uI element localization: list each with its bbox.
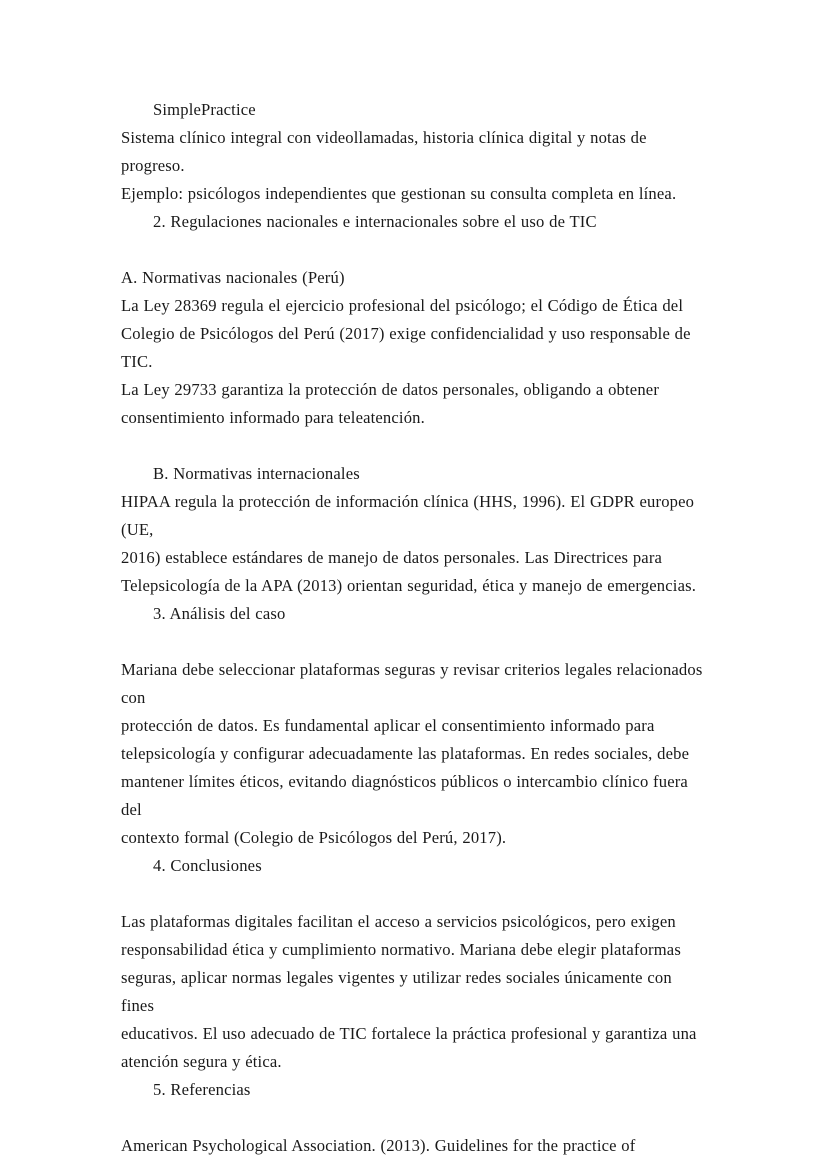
text-line: La Ley 29733 garantiza la protección de datos personales, obligando a obtener — [121, 380, 660, 399]
text-line: protección de datos. Es fundamental aplicar el consentimiento informado para — [121, 716, 655, 735]
text-line: 4. Conclusiones — [153, 856, 262, 875]
paragraph-spacer — [121, 880, 709, 908]
text-block-section-conclusiones — [121, 908, 709, 1104]
paragraph-spacer — [121, 628, 709, 656]
text-line: SimplePractice — [153, 100, 256, 119]
text-line: contexto formal (Colegio de Psicólogos del Perú, 2017). — [121, 828, 507, 847]
document-text-body — [121, 96, 709, 1160]
text-line: Sistema clínico integral con videollamadas, historia clínica digital y notas de progreso. — [121, 128, 652, 175]
text-line: 5. Referencias — [153, 1080, 251, 1099]
text-block-platform-simplepractice — [121, 96, 709, 236]
text-block-section-normativas-internacionales — [121, 460, 709, 628]
text-line: consentimiento informado para teleatención. — [121, 408, 425, 427]
text-line: 2. Regulaciones nacionales e internacionales sobre el uso de TIC — [153, 212, 597, 231]
text-line: educativos. El uso adecuado de TIC fortalece la práctica profesional y garantiza una — [121, 1024, 697, 1043]
text-line: mantener límites éticos, evitando diagnósticos públicos o intercambio clínico fuera del — [121, 772, 693, 819]
text-line: 3. Análisis del caso — [153, 604, 286, 623]
paragraph-spacer — [121, 1104, 709, 1132]
text-line: telepsicología y configurar adecuadamente las plataformas. En redes sociales, debe — [121, 744, 690, 763]
paragraph-spacer — [121, 236, 709, 264]
text-line: B. Normativas internacionales — [153, 464, 360, 483]
text-line: A. Normativas nacionales (Perú) — [121, 268, 345, 287]
text-line: La Ley 28369 regula el ejercicio profesional del psicólogo; el Código de Ética del — [121, 296, 684, 315]
text-line: responsabilidad ética y cumplimiento normativo. Mariana debe elegir plataformas — [121, 940, 681, 959]
text-block-section-referencias — [121, 1132, 709, 1160]
text-line: atención segura y ética. — [121, 1052, 282, 1071]
text-line: Telepsicología de la APA (2013) orientan seguridad, ética y manejo de emergencias. — [121, 576, 697, 595]
text-line: Las plataformas digitales facilitan el acceso a servicios psicológicos, pero exigen — [121, 912, 676, 931]
paragraph-spacer — [121, 432, 709, 460]
text-line: Mariana debe seleccionar plataformas seguras y revisar criterios legales relacionados con — [121, 660, 708, 707]
text-block-section-analisis-caso — [121, 656, 709, 880]
text-line: Ejemplo: psicólogos independientes que gestionan su consulta completa en línea. — [121, 184, 677, 203]
text-line: Colegio de Psicólogos del Perú (2017) exige confidencialidad y uso responsable de TIC. — [121, 324, 695, 371]
text-block-section-normativas-nacionales — [121, 264, 709, 432]
text-line: American Psychological Association. (2013). Guidelines for the practice of — [121, 1136, 636, 1155]
text-line: HIPAA regula la protección de información clínica (HHS, 1996). El GDPR europeo (UE, — [121, 492, 699, 539]
text-line: seguras, aplicar normas legales vigentes y utilizar redes sociales únicamente con fines — [121, 968, 677, 1015]
text-line: 2016) establece estándares de manejo de datos personales. Las Directrices para — [121, 548, 663, 567]
